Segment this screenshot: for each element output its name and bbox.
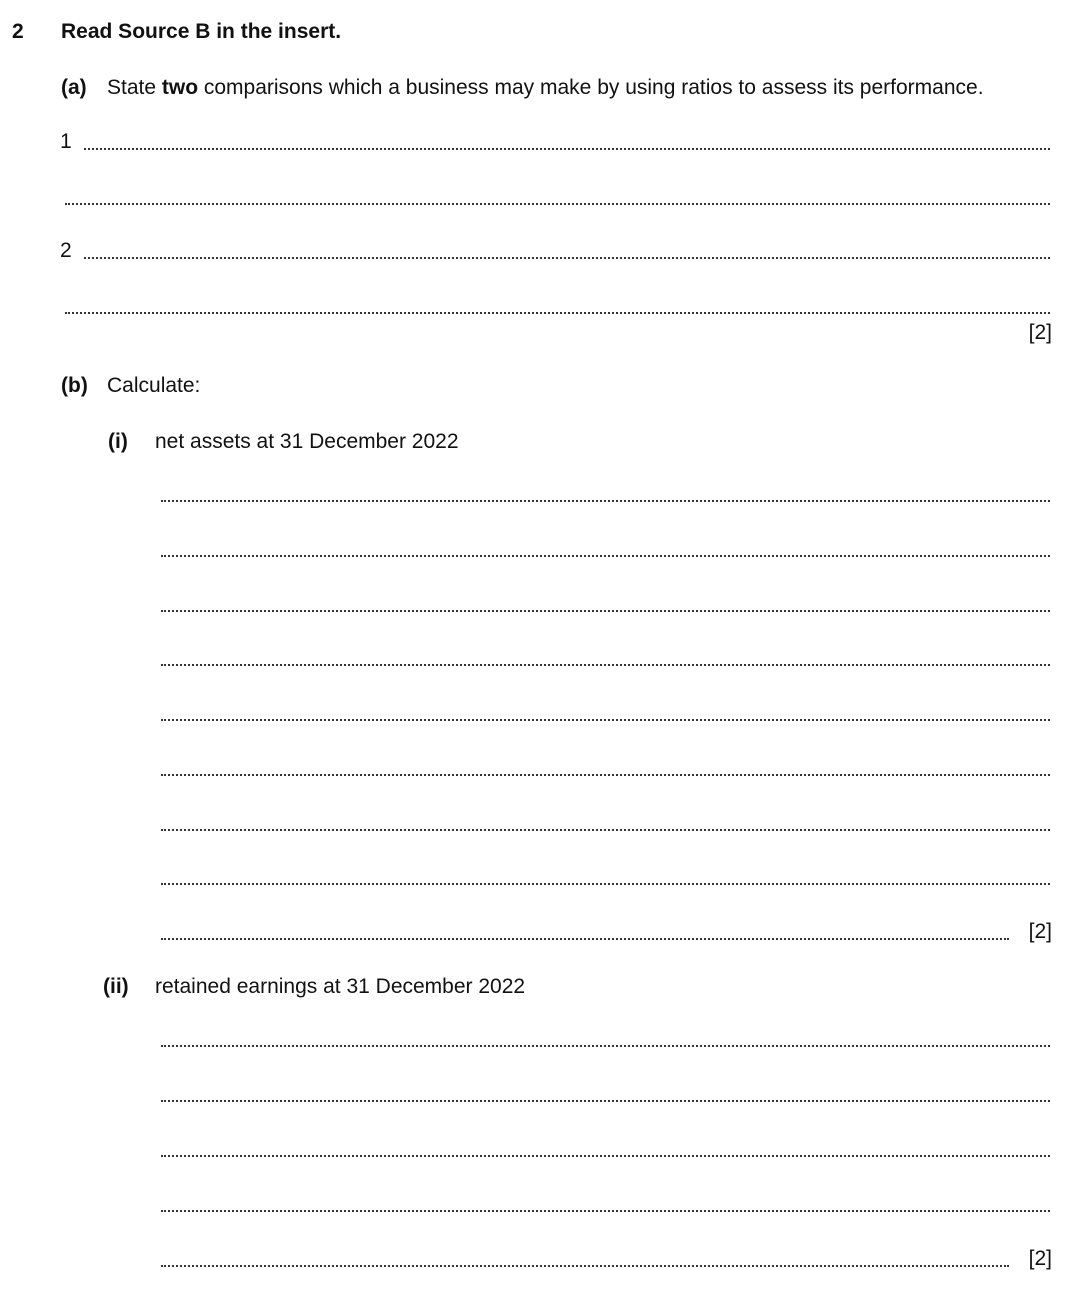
answer-line-bi-4[interactable] <box>161 664 1050 666</box>
answer-number-1: 1 <box>60 130 72 153</box>
answer-line-bi-9[interactable] <box>161 938 1009 940</box>
part-a-text-before: State <box>107 76 162 99</box>
answer-line-bi-1[interactable] <box>161 500 1050 502</box>
answer-line-bi-7[interactable] <box>161 829 1050 831</box>
answer-line-bi-2[interactable] <box>161 555 1050 557</box>
part-b-text: Calculate: <box>107 374 201 397</box>
answer-line-a2-cont[interactable] <box>65 312 1050 314</box>
part-a-question <box>107 76 984 100</box>
part-b-i-label: (i) <box>108 430 128 453</box>
answer-line-bii-1[interactable] <box>161 1045 1050 1047</box>
answer-line-bii-5[interactable] <box>161 1265 1009 1267</box>
answer-line-bi-6[interactable] <box>161 774 1050 776</box>
part-b-ii-marks: [2] <box>1028 1247 1052 1270</box>
part-b-i-text: net assets at 31 December 2022 <box>155 430 459 453</box>
part-b-ii-label: (ii) <box>103 975 129 998</box>
answer-number-2: 2 <box>60 239 72 262</box>
answer-line-bii-4[interactable] <box>161 1210 1050 1212</box>
part-a-label: (a) <box>61 76 87 99</box>
part-b-i-marks: [2] <box>1028 920 1052 943</box>
answer-line-bi-8[interactable] <box>161 883 1050 885</box>
part-a-marks: [2] <box>1028 321 1052 344</box>
question-instruction: Read Source B in the insert. <box>61 20 342 43</box>
answer-line-a1[interactable] <box>84 148 1050 150</box>
part-a-text-after: comparisons which a business may make by using ratios to assess its performance. <box>198 76 984 99</box>
answer-line-bi-5[interactable] <box>161 719 1050 721</box>
answer-line-bi-3[interactable] <box>161 610 1050 612</box>
answer-line-a2[interactable] <box>84 257 1050 259</box>
answer-line-a1-cont[interactable] <box>65 203 1050 205</box>
answer-line-bii-2[interactable] <box>161 1100 1050 1102</box>
part-b-label: (b) <box>61 374 88 397</box>
part-a-text-bold: two <box>161 76 199 99</box>
part-b-ii-text: retained earnings at 31 December 2022 <box>155 975 526 998</box>
question-number: 2 <box>12 20 24 43</box>
answer-line-bii-3[interactable] <box>161 1155 1050 1157</box>
